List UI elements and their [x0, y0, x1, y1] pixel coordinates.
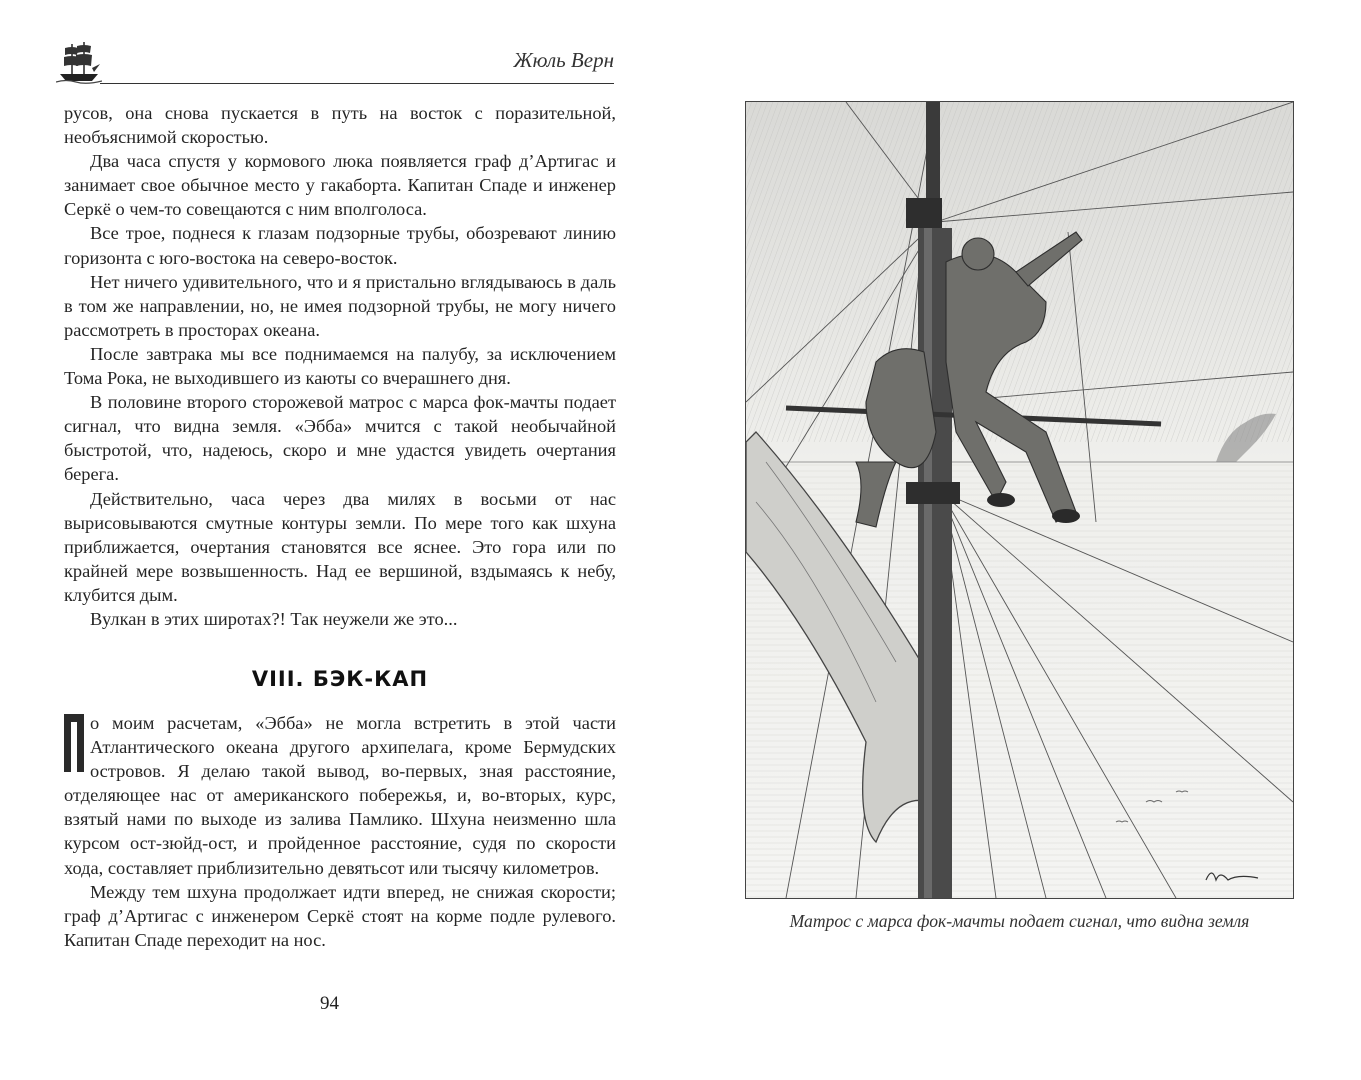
paragraph: После завтрака мы все поднимаемся на палубу, за исключением Тома Рока, не выходившего из каюты со вчерашнего дня. — [64, 343, 616, 389]
left-page — [0, 0, 680, 1080]
chapter-first-paragraph-text: о моим расчетам, «Эбба» не могла встретить в этой части Атлантического океана другого архипелага, кроме Бермудских островов. Я делаю такой вывод, во-первых, зная расстояние, отделяющее нас от американского побережья, и, во-вторых, курс, взятый нами по выходе из залива Памлико. Шхуна неизменно шла курсом ост-зюйд-ост, и пройденное расстояние, судя по скорости хода, составляет приблизительно девятьсот или тысячу километров. — [64, 713, 616, 878]
illustration-caption: Матрос с марса фок-мачты подает сигнал, что видна земля — [789, 911, 1250, 931]
paragraph: Между тем шхуна продолжает идти вперед, не снижая скорости; граф д’Артигас с инженером Серкё стоят на корме подле рулевого. Капитан Спаде переходит на нос. — [64, 881, 616, 950]
sailing-ship-icon — [56, 40, 102, 84]
chapter-title: VIII. БЭК-КАП — [251, 667, 429, 691]
paragraph: Нет ничего удивительного, что и я пристально вглядываюсь в даль в том же направлении, но, не имея подзорной трубы, не могу ничего рассмотреть в просторах океана. — [64, 271, 616, 340]
running-header-author: Жюль Верн — [513, 48, 614, 72]
body-text-part2 — [64, 711, 616, 952]
paragraph: русов, она снова пускается в путь на восток с поразительной, необъяснимой скоростью. — [64, 103, 616, 148]
page-number: 94 — [320, 993, 339, 1014]
dropcap — [64, 714, 84, 772]
paragraph: Все трое, поднеся к глазам подзорные трубы, обозревают линию горизонта с юго-востока на северо-восток. — [64, 223, 616, 268]
paragraph: Вулкан в этих широтах?! Так неужели же это... — [90, 608, 458, 629]
engraving-illustration — [745, 101, 1294, 899]
paragraph: Два часа спустя у кормового люка появляется граф д’Артигас и занимает свое обычное место у гакаборта. Капитан Спаде и инженер Серкё о чем-то совещаются с ним вполголоса. — [64, 151, 616, 220]
paragraph: В половине второго сторожевой матрос с марса фок-мачты подает сигнал, что видна земля. «Эбба» мчится с такой необычайной быстротой, что, надеюсь, скоро и мне удастся увидеть очертания берега. — [64, 392, 616, 485]
header-rule — [100, 83, 614, 84]
chapter-first-paragraph — [64, 711, 616, 880]
body-text-part1 — [64, 101, 616, 631]
paragraph: Действительно, часа через два милях в восьми от нас вырисовываются смутные контуры земли. По мере того как шхуна приближается, очертания становятся все яснее. Это гора или по крайней мере возвышенность. Над ее вершиной, вздымаясь к небу, клубится дым. — [64, 488, 616, 605]
